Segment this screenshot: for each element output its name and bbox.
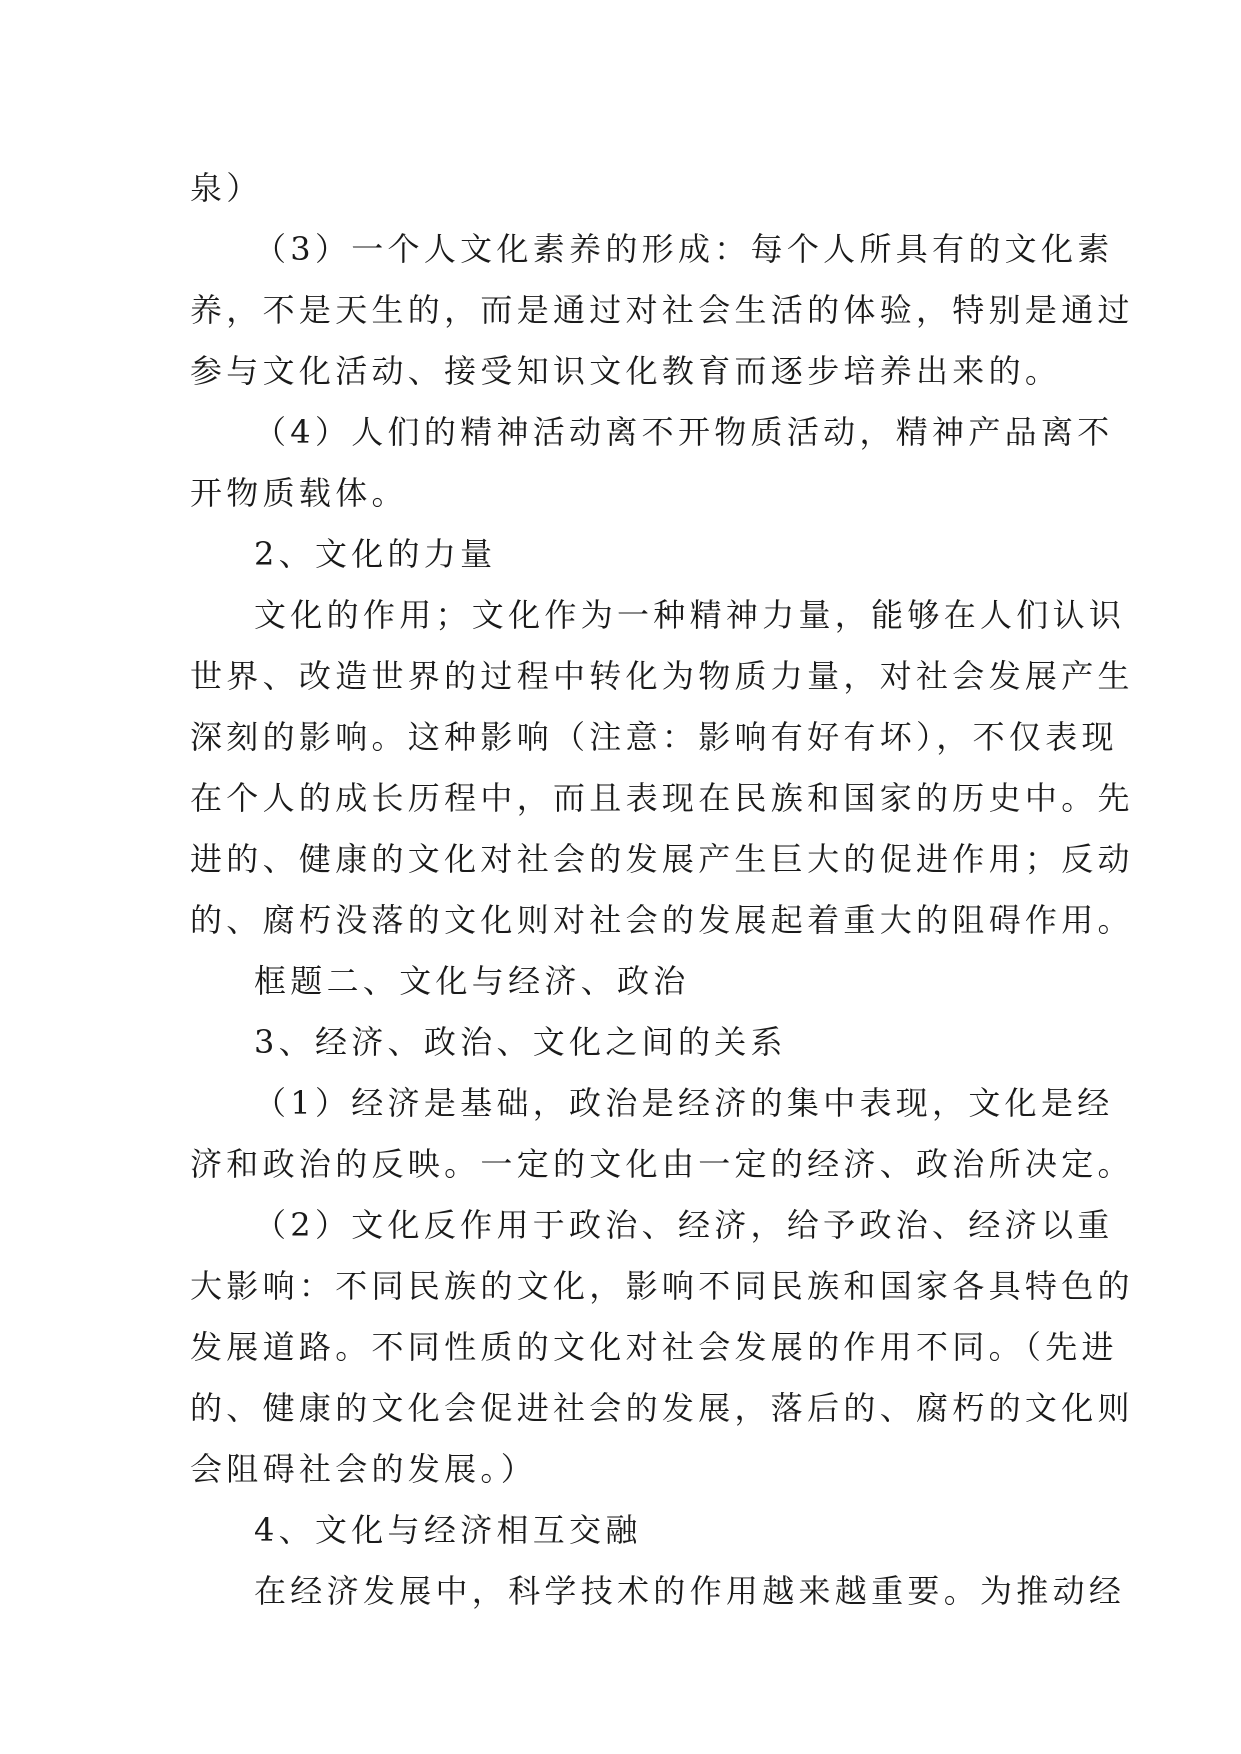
text-line: 文化的作用；文化作为一种精神力量，能够在人们认识 (254, 596, 1126, 634)
paragraph-science-technology (190, 1561, 1126, 1622)
text-line: 世界、改造世界的过程中转化为物质力量，对社会发展产生 (190, 657, 1134, 695)
text-line: 框题二、文化与经济、政治 (254, 962, 690, 1000)
paragraph-continuation (190, 158, 1060, 219)
text-line: 大影响：不同民族的文化，影响不同民族和国家各具特色的 (190, 1267, 1134, 1305)
text-line: 发展道路。不同性质的文化对社会发展的作用不同。（先进 (190, 1328, 1118, 1366)
text-line: 深刻的影响。这种影响（注意：影响有好有坏），不仅表现 (190, 718, 1118, 756)
text-line: 在个人的成长历程中，而且表现在民族和国家的历史中。先 (190, 779, 1134, 817)
section-heading-culture-economy (190, 1500, 1060, 1561)
text-line: 4、文化与经济相互交融 (254, 1511, 642, 1549)
text-line: 的、腐朽没落的文化则对社会的发展起着重大的阻碍作用。 (190, 901, 1134, 939)
text-line: 开物质载体。 (190, 474, 408, 512)
paragraph-role-of-culture (190, 585, 1134, 951)
text-line: 进的、健康的文化对社会的发展产生巨大的促进作用；反动 (190, 840, 1134, 878)
text-line: 在经济发展中，科学技术的作用越来越重要。为推动经 (254, 1572, 1126, 1610)
paragraph-cultural-literacy (190, 219, 1134, 402)
text-line: （4）人们的精神活动离不开物质活动，精神产品离不 (254, 413, 1114, 451)
text-line: 泉） (190, 169, 263, 207)
text-line: 的、健康的文化会促进社会的发展，落后的、腐朽的文化则 (190, 1389, 1134, 1427)
paragraph-economy-foundation (190, 1073, 1134, 1195)
document-body (190, 158, 1134, 1622)
section-heading-power-of-culture (190, 524, 1060, 585)
paragraph-spiritual-activity (190, 402, 1114, 524)
section-heading-relationship (190, 1012, 1060, 1073)
text-line: 济和政治的反映。一定的文化由一定的经济、政治所决定。 (190, 1145, 1134, 1183)
section-heading-topic-two (190, 951, 1060, 1012)
text-line: 会阻碍社会的发展。） (190, 1450, 538, 1488)
text-line: （3）一个人文化素养的形成：每个人所具有的文化素 (254, 230, 1114, 268)
text-line: 参与文化活动、接受知识文化教育而逐步培养出来的。 (190, 352, 1062, 390)
text-line: 3、经济、政治、文化之间的关系 (254, 1023, 787, 1061)
text-line: （2）文化反作用于政治、经济，给予政治、经济以重 (254, 1206, 1114, 1244)
text-line: 养，不是天生的，而是通过对社会生活的体验，特别是通过 (190, 291, 1134, 329)
text-line: 2、文化的力量 (254, 535, 497, 573)
paragraph-culture-reaction (190, 1195, 1134, 1500)
text-line: （1）经济是基础，政治是经济的集中表现，文化是经 (254, 1084, 1114, 1122)
